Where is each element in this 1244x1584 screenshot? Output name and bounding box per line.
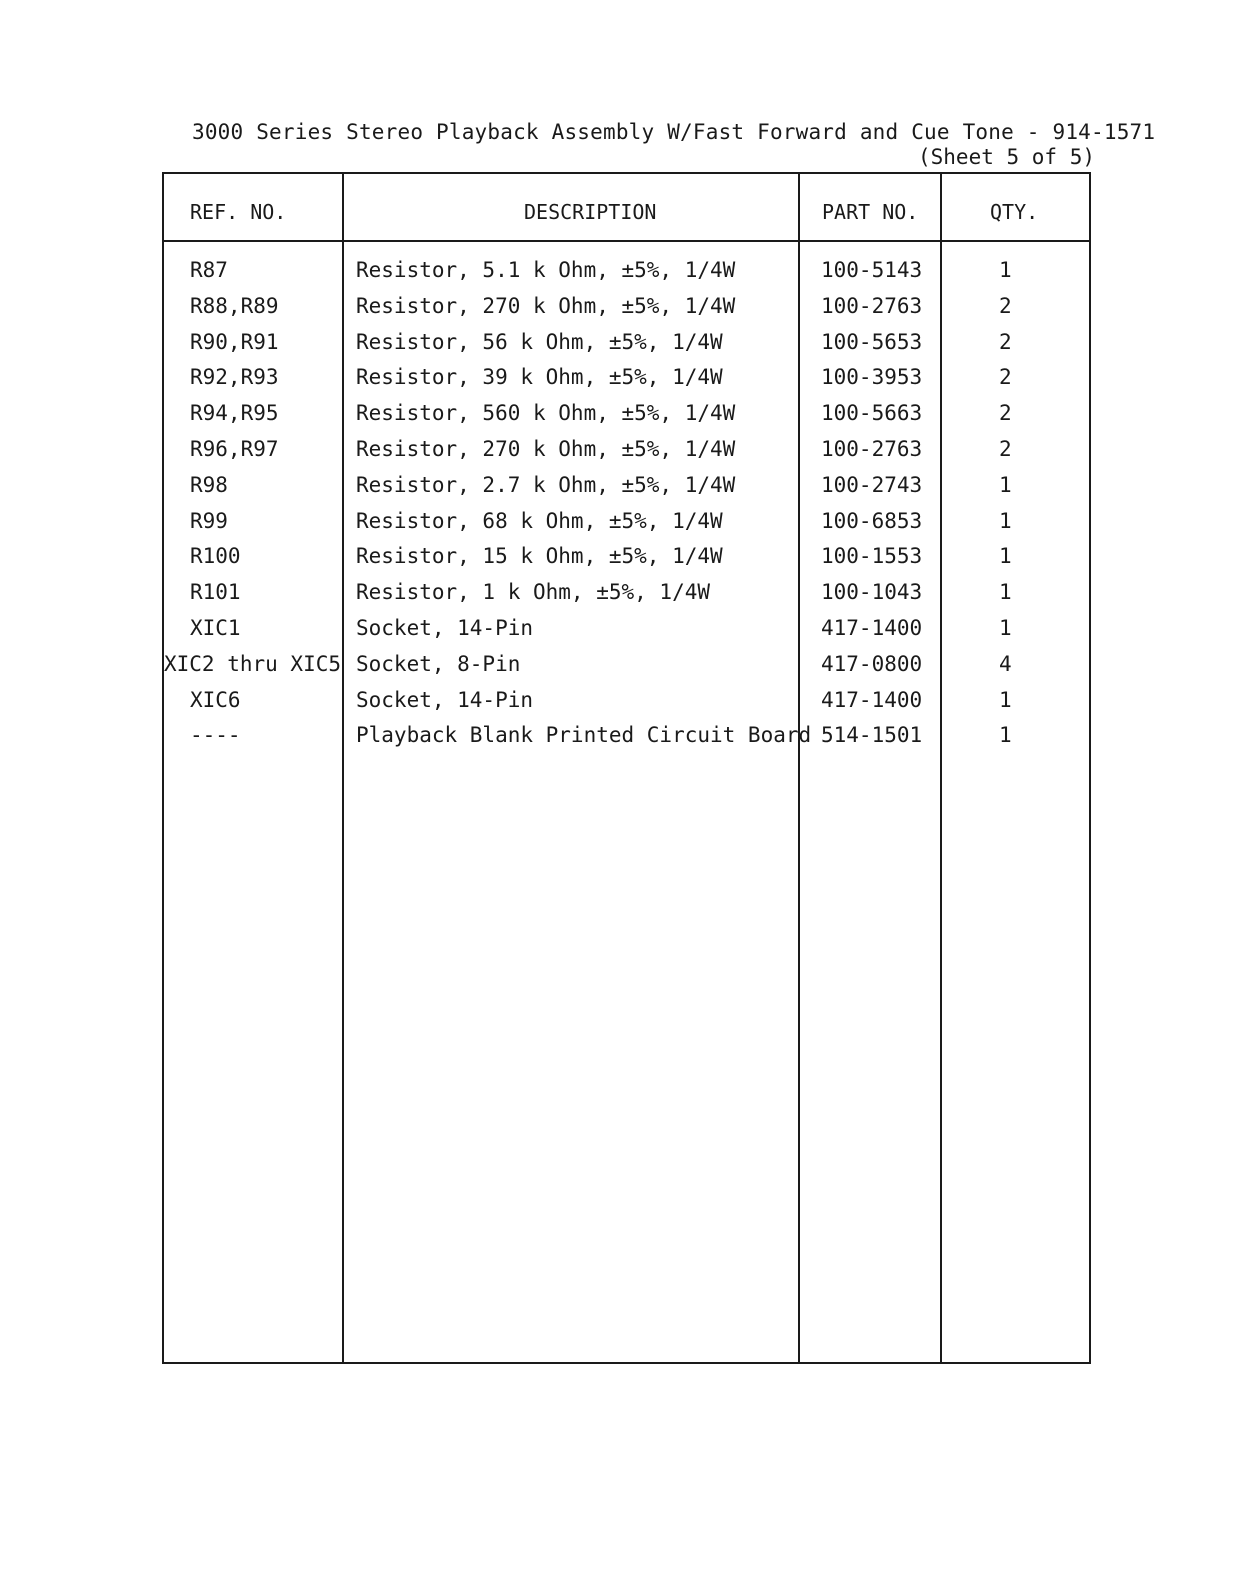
- part-no-cell: 100-1043: [821, 580, 923, 605]
- table-row: [0, 616, 1244, 652]
- table-row: [0, 473, 1244, 509]
- description-cell: Resistor, 56 k Ohm, ±5%, 1/4W: [356, 329, 723, 354]
- description-cell: Socket, 14-Pin: [356, 687, 534, 712]
- qty-cell: 4: [999, 651, 1012, 676]
- ref-no-cell: R99: [190, 508, 228, 533]
- part-no-cell: 100-6853: [821, 508, 923, 533]
- table-row: [0, 401, 1244, 437]
- description-cell: Resistor, 68 k Ohm, ±5%, 1/4W: [356, 508, 723, 533]
- part-no-cell: 100-2763: [821, 293, 923, 318]
- header-part-no: PART NO.: [822, 200, 919, 224]
- table-row: [0, 330, 1244, 366]
- table-row: [0, 509, 1244, 545]
- part-no-cell: 100-5143: [821, 258, 923, 282]
- table-row: [0, 652, 1244, 688]
- ref-no-cell: R88,R89: [190, 293, 279, 318]
- qty-cell: 2: [999, 365, 1012, 390]
- part-no-cell: 100-5653: [821, 329, 923, 354]
- description-cell: Resistor, 1 k Ohm, ±5%, 1/4W: [356, 580, 711, 605]
- header-ref-no: REF. NO.: [190, 200, 287, 224]
- qty-cell: 1: [999, 723, 1012, 748]
- part-no-cell: 417-1400: [821, 687, 923, 712]
- qty-cell: 1: [999, 258, 1012, 282]
- description-cell: Playback Blank Printed Circuit Board: [356, 723, 812, 748]
- description-cell: Resistor, 270 k Ohm, ±5%, 1/4W: [356, 437, 736, 461]
- qty-cell: 2: [999, 437, 1012, 461]
- qty-cell: 1: [999, 472, 1012, 497]
- description-cell: Resistor, 5.1 k Ohm, ±5%, 1/4W: [356, 258, 736, 282]
- sheet-indicator: (Sheet 5 of 5): [918, 145, 1096, 169]
- qty-cell: 1: [999, 544, 1012, 569]
- description-cell: Resistor, 560 k Ohm, ±5%, 1/4W: [356, 401, 736, 426]
- ref-no-cell: R92,R93: [190, 365, 279, 390]
- part-no-cell: 417-1400: [821, 616, 923, 640]
- table-row: [0, 544, 1244, 580]
- ref-no-cell: R100: [190, 544, 241, 569]
- header-qty: QTY.: [990, 200, 1039, 224]
- table-row: [0, 294, 1244, 330]
- ref-no-cell: R101: [190, 580, 241, 605]
- ref-no-cell: R94,R95: [190, 401, 279, 426]
- description-cell: Resistor, 2.7 k Ohm, ±5%, 1/4W: [356, 472, 736, 497]
- ref-no-cell: XIC1: [190, 616, 241, 640]
- table-row: [0, 723, 1244, 759]
- part-no-cell: 417-0800: [821, 651, 923, 676]
- part-no-cell: 100-5663: [821, 401, 923, 426]
- header-divider: [164, 240, 1089, 242]
- part-no-cell: 100-3953: [821, 365, 923, 390]
- qty-cell: 2: [999, 293, 1012, 318]
- qty-cell: 1: [999, 508, 1012, 533]
- table-row: [0, 365, 1244, 401]
- ref-no-cell: XIC2 thru XIC5: [164, 651, 342, 676]
- part-no-cell: 100-1553: [821, 544, 923, 569]
- ref-no-cell: R96,R97: [190, 437, 279, 461]
- ref-no-cell: R90,R91: [190, 329, 279, 354]
- document-title: 3000 Series Stereo Playback Assembly W/Fast Forward and Cue Tone - 914-1571: [192, 120, 1156, 144]
- qty-cell: 2: [999, 329, 1012, 354]
- part-no-cell: 514-1501: [821, 723, 923, 748]
- description-cell: Socket, 14-Pin: [356, 616, 534, 640]
- table-row: [0, 580, 1244, 616]
- header-description: DESCRIPTION: [524, 200, 657, 224]
- description-cell: Resistor, 39 k Ohm, ±5%, 1/4W: [356, 365, 723, 390]
- description-cell: Resistor, 270 k Ohm, ±5%, 1/4W: [356, 293, 736, 318]
- description-cell: Socket, 8-Pin: [356, 651, 521, 676]
- ref-no-cell: R98: [190, 472, 228, 497]
- table-row: [0, 437, 1244, 473]
- qty-cell: 1: [999, 580, 1012, 605]
- description-cell: Resistor, 15 k Ohm, ±5%, 1/4W: [356, 544, 723, 569]
- table-row: [0, 258, 1244, 294]
- ref-no-cell: ----: [190, 723, 241, 748]
- qty-cell: 1: [999, 687, 1012, 712]
- ref-no-cell: XIC6: [190, 687, 241, 712]
- ref-no-cell: R87: [190, 258, 228, 282]
- part-no-cell: 100-2743: [821, 472, 923, 497]
- qty-cell: 1: [999, 616, 1012, 640]
- table-row: [0, 688, 1244, 724]
- qty-cell: 2: [999, 401, 1012, 426]
- part-no-cell: 100-2763: [821, 437, 923, 461]
